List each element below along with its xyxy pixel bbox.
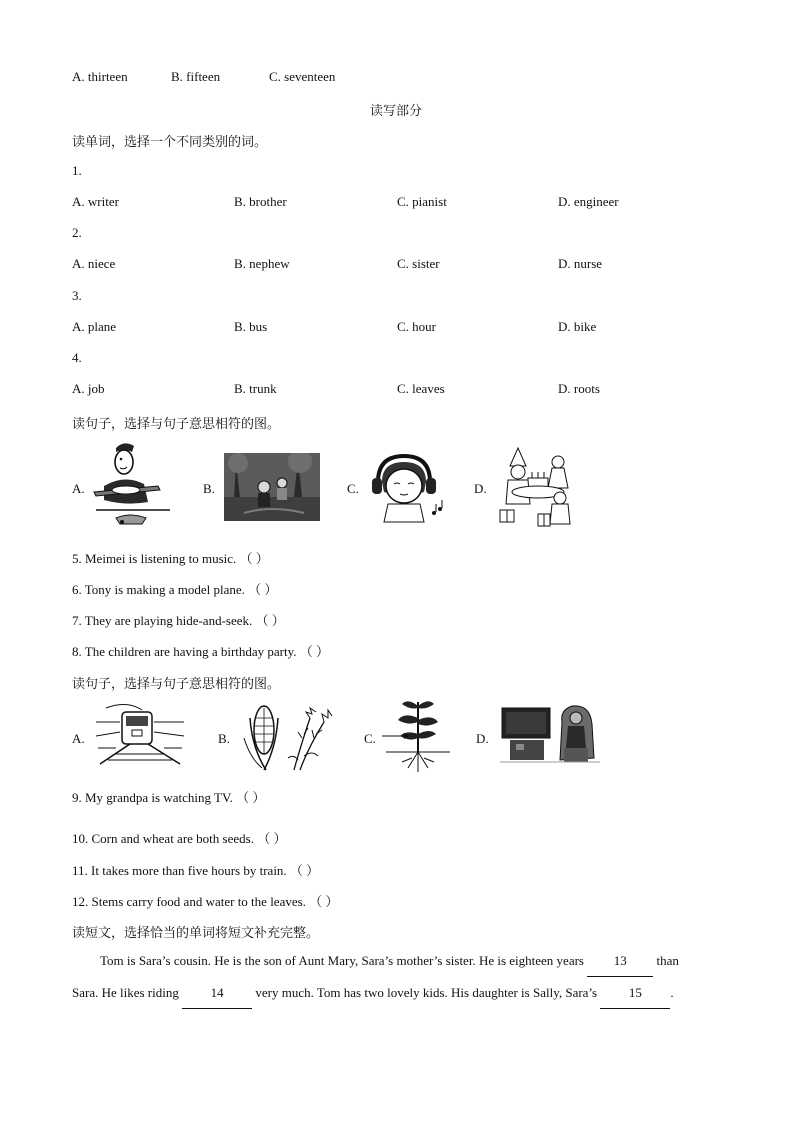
passage-text: very much. Tom has two lovely kids. His daughter is Sally, Sara’s (252, 985, 601, 1000)
q2-option-c: C. sister (397, 256, 440, 271)
passage-text: Tom is Sara’s cousin. He is the son of Aunt Mary, Sara’s mother’s sister. He is eighteen years (100, 953, 588, 968)
blank-13[interactable]: 13 (587, 945, 653, 977)
girl-listening-to-music-picture (366, 452, 446, 524)
q3-option-c: C. hour (397, 319, 436, 334)
section-title: 读写部分 (370, 104, 423, 119)
question-11: 11. It takes more than five hours by train. （ ） (72, 863, 320, 878)
q2-option-b: B. nephew (234, 256, 290, 271)
q1-option-b: B. brother (234, 194, 287, 209)
q3-option-d: D. bike (558, 319, 597, 334)
picture-label-b: B. (218, 731, 230, 746)
q4-option-a: A. job (72, 381, 105, 396)
option-c-seventeen: C. seventeen (269, 69, 336, 84)
passage-text: than (653, 953, 679, 968)
corn-and-wheat-picture (238, 698, 334, 772)
q2-option-d: D. nurse (558, 256, 603, 271)
picture-label-a: A. (72, 731, 85, 746)
q1-option-d: D. engineer (558, 194, 619, 209)
picture-label-c: C. (347, 481, 359, 496)
question-number: 2. (72, 225, 82, 240)
picture-label-d: D. (476, 731, 489, 746)
q3-option-b: B. bus (234, 319, 268, 334)
picture-label-b: B. (203, 481, 215, 496)
q3-option-a: A. plane (72, 319, 117, 334)
plant-stem-picture (378, 696, 456, 774)
picture-label-d: D. (474, 481, 487, 496)
q1-option-c: C. pianist (397, 194, 447, 209)
grandpa-watching-tv-picture (500, 700, 600, 768)
q4-option-b: B. trunk (234, 381, 277, 396)
question-7: 7. They are playing hide-and-seek. （ ） (72, 613, 285, 628)
q1-option-a: A. writer (72, 194, 119, 209)
passage-text: . (670, 985, 674, 1000)
question-number: 1. (72, 163, 82, 178)
question-8: 8. The children are having a birthday party. （ ） (72, 644, 330, 659)
part1-instruction: 读单词，选择一个不同类别的词。 (72, 135, 268, 150)
option-a-thirteen: A. thirteen (72, 69, 128, 84)
question-6: 6. Tony is making a model plane. （ ） (72, 582, 278, 597)
cloze-passage (72, 945, 722, 1009)
passage-line-1 (72, 945, 722, 977)
question-number: 4. (72, 350, 82, 365)
blank-15[interactable]: 15 (600, 977, 670, 1009)
question-12: 12. Stems carry food and water to the leaves. （ ） (72, 894, 339, 909)
q2-option-a: A. niece (72, 256, 116, 271)
option-b-fifteen: B. fifteen (171, 69, 221, 84)
part3-instruction: 读句子，选择与句子意思相符的图。 (72, 677, 281, 692)
q4-option-d: D. roots (558, 381, 600, 396)
question-10: 10. Corn and wheat are both seeds. （ ） (72, 831, 287, 846)
picture-label-a: A. (72, 481, 85, 496)
passage-text: Sara. He likes riding (72, 985, 183, 1000)
boy-making-model-plane-picture (86, 440, 176, 532)
part4-instruction: 读短文，选择恰当的单词将短文补充完整。 (72, 926, 320, 941)
question-number: 3. (72, 288, 82, 303)
question-5: 5. Meimei is listening to music. （ ） (72, 551, 269, 566)
blank-14[interactable]: 14 (182, 977, 252, 1009)
question-9: 9. My grandpa is watching TV. （ ） (72, 790, 266, 805)
hide-and-seek-picture (224, 453, 320, 521)
passage-line-2 (72, 977, 722, 1009)
picture-label-c: C. (364, 731, 376, 746)
train-picture (96, 702, 184, 766)
q4-option-c: C. leaves (397, 381, 445, 396)
part2-instruction: 读句子，选择与句子意思相符的图。 (72, 417, 281, 432)
birthday-party-picture (498, 444, 578, 530)
